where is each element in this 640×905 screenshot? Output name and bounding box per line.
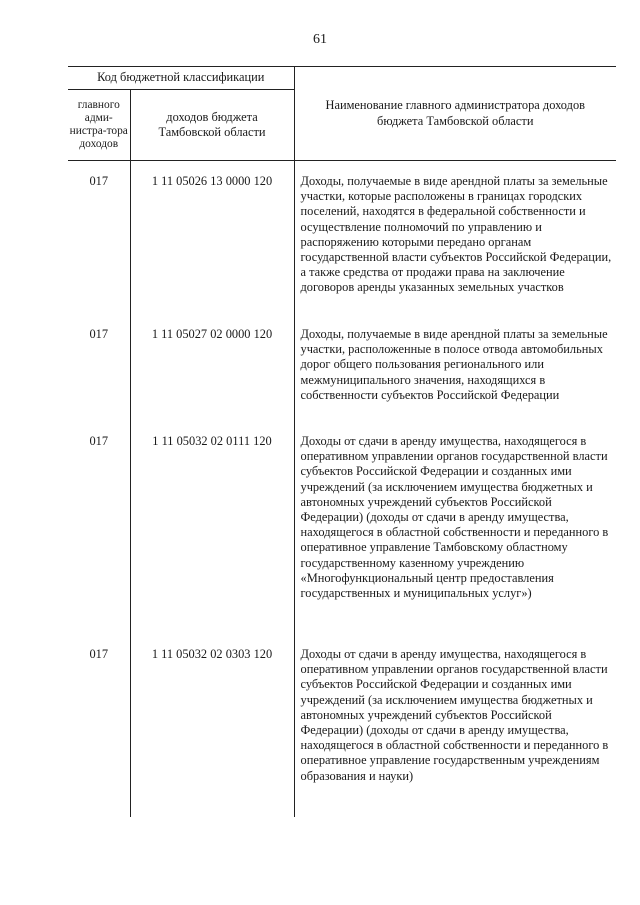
income-code-cell: 1 11 05032 02 0303 120 [130,634,294,817]
admin-code-cell: 017 [68,161,130,315]
income-name-cell: Доходы от сдачи в аренду имущества, находящегося в оперативном управлении органов государственной власти субъектов Российской Федерации и созданных ими учреждений (за исключением имущества бюджетных и автономных учреждений субъектов Российской Федерации) (доходы от сдачи в аренду имущества, находящегося в областной собственности и переданного в оперативное управление Тамбовскому областному государственному казенному учреждению «Многофункциональный центр предоставления государственных и муниципальных услуг») [300,434,609,601]
income-name-cell: Доходы, получаемые в виде арендной платы за земельные участки, расположенные в полосе отвода автомобильных дорог общего пользования регионального или межмуниципального значения, находящихся в собственности субъектов Российской Федерации [300,327,608,402]
header-administrator-name: Наименование главного администратора доходов бюджета Тамбовской области [294,67,616,161]
page-number: 61 [313,32,327,47]
header-classification-code: Код бюджетной классификации [68,67,294,90]
header-regional-income: доходов бюджета Тамбовской области [130,90,294,161]
table-header [68,67,616,161]
income-name-cell: Доходы от сдачи в аренду имущества, находящегося в оперативном управлении органов государственной власти субъектов Российской Федерации и созданных ими учреждений (за исключением имущества бюджетных и автономных учреждений субъектов Российской Федерации) (доходы от сдачи в аренду имущества, находящегося в областной собственности и переданного в оперативное управление государственным учреждениям образования и науки) [300,647,609,783]
admin-code-cell: 017 [68,634,130,817]
table-row [68,634,616,817]
table-row [68,421,616,634]
admin-code-cell: 017 [68,314,130,421]
admin-code-cell: 017 [68,421,130,634]
header-main-administrator: главного адми-нистра-тора доходов [68,90,130,161]
income-code-cell: 1 11 05026 13 0000 120 [130,161,294,315]
budget-classification-table [68,66,616,817]
table-row [68,314,616,421]
table-row [68,161,616,315]
income-name-cell: Доходы, получаемые в виде арендной платы за земельные участки, которые расположены в границах городских поселений, находятся в федеральной собственности и осуществление полномочий по управлению и распоряжению которыми передано органам государственной власти субъектов Российской Федерации, а также средства от продажи права на заключение договоров аренды указанных земельных участков [300,174,612,295]
income-code-cell: 1 11 05027 02 0000 120 [130,314,294,421]
income-code-cell: 1 11 05032 02 0111 120 [130,421,294,634]
